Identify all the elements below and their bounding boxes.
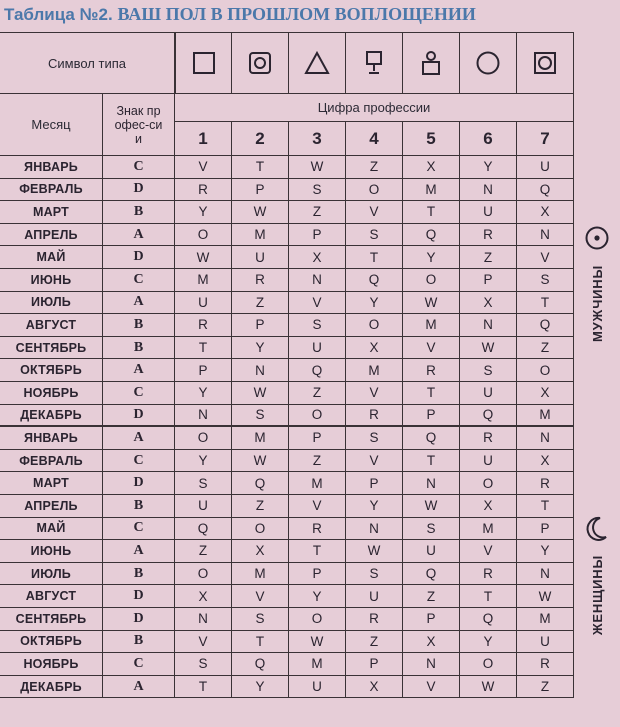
- value-cell: U: [517, 156, 574, 178]
- value-cell: T: [175, 676, 232, 698]
- value-cell: R: [346, 608, 403, 630]
- value-cell: Q: [232, 653, 289, 675]
- value-cell: S: [175, 472, 232, 494]
- value-cell: R: [175, 179, 232, 201]
- profession-sign-header: [103, 94, 175, 156]
- value-cell: Y: [232, 337, 289, 359]
- value-cell: S: [517, 269, 574, 291]
- month-cell: АПРЕЛЬ: [0, 495, 103, 517]
- table-row: [0, 518, 574, 541]
- profession-digit-7: 7: [517, 122, 574, 156]
- value-cell: Z: [289, 450, 346, 472]
- table-row: [0, 472, 574, 495]
- value-cell: U: [517, 631, 574, 653]
- table-row: [0, 156, 574, 179]
- month-cell: АВГУСТ: [0, 585, 103, 607]
- month-cell: СЕНТЯБРЬ: [0, 608, 103, 630]
- table-row: [0, 608, 574, 631]
- profession-sign-cell: C: [103, 450, 175, 472]
- value-cell: X: [517, 382, 574, 404]
- value-cell: X: [403, 631, 460, 653]
- value-cell: M: [403, 179, 460, 201]
- value-cell: O: [175, 563, 232, 585]
- table-header: [0, 32, 574, 156]
- value-cell: W: [517, 585, 574, 607]
- month-cell: ЯНВАРЬ: [0, 156, 103, 178]
- value-cell: P: [289, 224, 346, 246]
- value-cell: O: [346, 314, 403, 336]
- value-cell: T: [403, 450, 460, 472]
- value-cell: X: [346, 676, 403, 698]
- value-cell: W: [460, 337, 517, 359]
- value-cell: Y: [232, 676, 289, 698]
- value-cell: T: [346, 246, 403, 268]
- men-label: МУЖЧИНЫ: [589, 265, 605, 343]
- profession-sign-cell: A: [103, 676, 175, 698]
- value-cell: V: [403, 676, 460, 698]
- table-row: [0, 653, 574, 676]
- value-cell: T: [403, 201, 460, 223]
- sun-icon: [584, 225, 610, 251]
- value-cell: Z: [460, 246, 517, 268]
- value-cell: S: [232, 405, 289, 426]
- profession-sign-cell: C: [103, 382, 175, 404]
- type-symbol-square-on-stem-icon: [346, 32, 403, 94]
- value-cell: S: [460, 359, 517, 381]
- symbol-type-header: [0, 32, 175, 94]
- value-cell: S: [403, 518, 460, 540]
- value-cell: T: [175, 337, 232, 359]
- table-row: [0, 179, 574, 202]
- value-cell: P: [289, 563, 346, 585]
- value-cell: P: [289, 427, 346, 449]
- value-cell: W: [403, 292, 460, 314]
- month-cell: ФЕВРАЛЬ: [0, 179, 103, 201]
- value-cell: R: [460, 563, 517, 585]
- table-row: [0, 269, 574, 292]
- value-cell: R: [460, 427, 517, 449]
- value-cell: P: [175, 359, 232, 381]
- value-cell: O: [175, 224, 232, 246]
- table-row: [0, 563, 574, 586]
- value-cell: Y: [403, 246, 460, 268]
- value-cell: P: [346, 472, 403, 494]
- profession-sign-cell: B: [103, 201, 175, 223]
- value-cell: T: [460, 585, 517, 607]
- value-cell: W: [232, 382, 289, 404]
- value-cell: V: [517, 246, 574, 268]
- value-cell: V: [175, 631, 232, 653]
- value-cell: Q: [403, 563, 460, 585]
- value-cell: Q: [403, 224, 460, 246]
- month-cell: АПРЕЛЬ: [0, 224, 103, 246]
- value-cell: T: [403, 382, 460, 404]
- value-cell: Z: [346, 631, 403, 653]
- value-cell: U: [460, 201, 517, 223]
- value-cell: N: [517, 427, 574, 449]
- profession-digit-5: 5: [403, 122, 460, 156]
- value-cell: M: [517, 405, 574, 426]
- value-cell: W: [460, 676, 517, 698]
- profession-digit-2: 2: [232, 122, 289, 156]
- value-cell: Y: [346, 292, 403, 314]
- profession-sign-cell: D: [103, 179, 175, 201]
- value-cell: Y: [175, 382, 232, 404]
- month-cell: ИЮЛЬ: [0, 292, 103, 314]
- symbol-type-label: Символ типа: [48, 55, 126, 71]
- value-cell: M: [517, 608, 574, 630]
- value-cell: O: [232, 518, 289, 540]
- value-cell: U: [175, 292, 232, 314]
- value-cell: Z: [175, 540, 232, 562]
- value-cell: V: [460, 540, 517, 562]
- value-cell: U: [460, 382, 517, 404]
- value-cell: Q: [517, 314, 574, 336]
- profession-sign-cell: C: [103, 156, 175, 178]
- table-row: [0, 201, 574, 224]
- month-cell: АВГУСТ: [0, 314, 103, 336]
- month-cell: ИЮНЬ: [0, 540, 103, 562]
- profession-sign-cell: A: [103, 540, 175, 562]
- table-row: [0, 405, 574, 428]
- value-cell: M: [460, 518, 517, 540]
- month-label: Месяц: [31, 117, 71, 132]
- value-cell: X: [517, 201, 574, 223]
- value-cell: X: [460, 292, 517, 314]
- value-cell: O: [403, 269, 460, 291]
- value-cell: Z: [289, 382, 346, 404]
- value-cell: O: [346, 179, 403, 201]
- profession-sign-cell: B: [103, 314, 175, 336]
- table-row: [0, 246, 574, 269]
- value-cell: O: [460, 653, 517, 675]
- value-cell: N: [403, 472, 460, 494]
- value-cell: O: [175, 427, 232, 449]
- value-cell: T: [232, 631, 289, 653]
- value-cell: Z: [232, 495, 289, 517]
- profession-digit-1: 1: [175, 122, 232, 156]
- value-cell: N: [517, 224, 574, 246]
- profession-sign-cell: C: [103, 653, 175, 675]
- value-cell: V: [175, 156, 232, 178]
- value-cell: Q: [289, 359, 346, 381]
- type-symbol-square-with-circle-icon: [232, 32, 289, 94]
- value-cell: M: [175, 269, 232, 291]
- value-cell: Z: [232, 292, 289, 314]
- value-cell: R: [346, 405, 403, 426]
- value-cell: Q: [175, 518, 232, 540]
- title-main: ВАШ ПОЛ В ПРОШЛОМ ВОПЛОЩЕНИИ: [117, 4, 476, 24]
- value-cell: Y: [460, 631, 517, 653]
- type-symbol-square-icon: [175, 32, 232, 94]
- month-cell: ОКТЯБРЬ: [0, 631, 103, 653]
- value-cell: S: [232, 608, 289, 630]
- value-cell: R: [403, 359, 460, 381]
- month-cell: ДЕКАБРЬ: [0, 676, 103, 698]
- value-cell: U: [289, 676, 346, 698]
- value-cell: N: [289, 269, 346, 291]
- value-cell: Q: [460, 405, 517, 426]
- value-cell: W: [232, 450, 289, 472]
- table-row: [0, 359, 574, 382]
- value-cell: M: [289, 472, 346, 494]
- value-cell: Y: [460, 156, 517, 178]
- value-cell: T: [232, 156, 289, 178]
- value-cell: N: [460, 314, 517, 336]
- value-cell: X: [289, 246, 346, 268]
- table-row: [0, 382, 574, 405]
- value-cell: R: [232, 269, 289, 291]
- value-cell: Z: [517, 337, 574, 359]
- value-cell: T: [289, 540, 346, 562]
- value-cell: M: [232, 563, 289, 585]
- value-cell: P: [232, 179, 289, 201]
- profession-sign-label: Знак профес-сии: [114, 103, 163, 146]
- table-row: [0, 450, 574, 473]
- value-cell: S: [346, 224, 403, 246]
- profession-digit-3: 3: [289, 122, 346, 156]
- value-cell: P: [460, 269, 517, 291]
- value-cell: M: [289, 653, 346, 675]
- title-prefix: Таблица №2.: [4, 5, 113, 24]
- value-cell: X: [403, 156, 460, 178]
- profession-digit-4: 4: [346, 122, 403, 156]
- month-cell: МАРТ: [0, 201, 103, 223]
- value-cell: R: [517, 472, 574, 494]
- month-cell: ФЕВРАЛЬ: [0, 450, 103, 472]
- value-cell: R: [517, 653, 574, 675]
- value-cell: M: [346, 359, 403, 381]
- profession-sign-cell: D: [103, 405, 175, 426]
- value-cell: N: [460, 179, 517, 201]
- value-cell: P: [232, 314, 289, 336]
- value-cell: Z: [403, 585, 460, 607]
- table-row: [0, 676, 574, 699]
- value-cell: S: [289, 179, 346, 201]
- month-cell: МАРТ: [0, 472, 103, 494]
- profession-sign-cell: A: [103, 292, 175, 314]
- value-cell: X: [175, 585, 232, 607]
- value-cell: P: [346, 653, 403, 675]
- value-cell: P: [403, 608, 460, 630]
- table-row: [0, 337, 574, 360]
- month-cell: МАЙ: [0, 246, 103, 268]
- profession-sign-cell: C: [103, 269, 175, 291]
- profession-sign-cell: D: [103, 608, 175, 630]
- value-cell: N: [175, 608, 232, 630]
- value-cell: V: [289, 292, 346, 314]
- table-row: [0, 540, 574, 563]
- value-cell: V: [232, 585, 289, 607]
- value-cell: Z: [346, 156, 403, 178]
- table-row: [0, 585, 574, 608]
- value-cell: W: [289, 631, 346, 653]
- value-cell: S: [346, 563, 403, 585]
- value-cell: X: [232, 540, 289, 562]
- page-title: [4, 2, 476, 26]
- value-cell: P: [517, 518, 574, 540]
- value-cell: T: [517, 495, 574, 517]
- value-cell: S: [289, 314, 346, 336]
- value-cell: U: [289, 337, 346, 359]
- value-cell: O: [460, 472, 517, 494]
- value-cell: S: [346, 427, 403, 449]
- men-side: [574, 225, 620, 425]
- profession-sign-cell: A: [103, 427, 175, 449]
- value-cell: U: [175, 495, 232, 517]
- value-cell: M: [232, 224, 289, 246]
- value-cell: M: [403, 314, 460, 336]
- profession-sign-cell: A: [103, 224, 175, 246]
- value-cell: U: [346, 585, 403, 607]
- value-cell: Y: [517, 540, 574, 562]
- value-cell: X: [517, 450, 574, 472]
- profession-digit-label: Цифра профессии: [317, 100, 431, 115]
- value-cell: O: [289, 405, 346, 426]
- month-header: [0, 94, 103, 156]
- value-cell: N: [232, 359, 289, 381]
- value-cell: N: [346, 518, 403, 540]
- moon-icon: [584, 515, 610, 543]
- value-cell: S: [175, 653, 232, 675]
- profession-digit-header: [175, 94, 574, 122]
- profession-sign-cell: B: [103, 495, 175, 517]
- value-cell: Z: [289, 201, 346, 223]
- value-cell: V: [289, 495, 346, 517]
- month-cell: ДЕКАБРЬ: [0, 405, 103, 426]
- value-cell: X: [460, 495, 517, 517]
- type-symbol-square-circle-nested-icon: [517, 32, 574, 94]
- value-cell: V: [403, 337, 460, 359]
- month-cell: ИЮЛЬ: [0, 563, 103, 585]
- value-cell: V: [346, 382, 403, 404]
- value-cell: P: [403, 405, 460, 426]
- table-row: [0, 631, 574, 654]
- profession-sign-cell: B: [103, 563, 175, 585]
- table-row: [0, 495, 574, 518]
- value-cell: M: [232, 427, 289, 449]
- value-cell: T: [517, 292, 574, 314]
- value-cell: N: [175, 405, 232, 426]
- value-cell: Q: [460, 608, 517, 630]
- month-cell: НОЯБРЬ: [0, 382, 103, 404]
- profession-sign-cell: C: [103, 518, 175, 540]
- month-cell: НОЯБРЬ: [0, 653, 103, 675]
- profession-sign-cell: D: [103, 585, 175, 607]
- value-cell: W: [175, 246, 232, 268]
- value-cell: Q: [403, 427, 460, 449]
- month-cell: ЯНВАРЬ: [0, 427, 103, 449]
- month-cell: ОКТЯБРЬ: [0, 359, 103, 381]
- value-cell: W: [232, 201, 289, 223]
- value-cell: V: [346, 450, 403, 472]
- table-row: [0, 292, 574, 315]
- women-label: ЖЕНЩИНЫ: [589, 555, 605, 636]
- value-cell: R: [460, 224, 517, 246]
- value-cell: X: [346, 337, 403, 359]
- value-cell: U: [403, 540, 460, 562]
- month-cell: СЕНТЯБРЬ: [0, 337, 103, 359]
- value-cell: V: [346, 201, 403, 223]
- value-cell: N: [517, 563, 574, 585]
- value-cell: W: [289, 156, 346, 178]
- value-cell: W: [346, 540, 403, 562]
- profession-sign-cell: D: [103, 246, 175, 268]
- table-row: [0, 314, 574, 337]
- table-row: [0, 427, 574, 450]
- value-cell: O: [289, 608, 346, 630]
- value-cell: Z: [517, 676, 574, 698]
- table-row: [0, 224, 574, 247]
- type-symbol-circle-on-square-icon: [403, 32, 460, 94]
- value-cell: Y: [175, 450, 232, 472]
- value-cell: U: [232, 246, 289, 268]
- value-cell: Y: [289, 585, 346, 607]
- value-cell: W: [403, 495, 460, 517]
- profession-sign-cell: B: [103, 337, 175, 359]
- value-cell: Q: [346, 269, 403, 291]
- value-cell: U: [460, 450, 517, 472]
- type-symbol-circle-icon: [460, 32, 517, 94]
- value-cell: Q: [232, 472, 289, 494]
- value-cell: O: [517, 359, 574, 381]
- profession-sign-cell: A: [103, 359, 175, 381]
- profession-digit-6: 6: [460, 122, 517, 156]
- value-cell: R: [289, 518, 346, 540]
- value-cell: Q: [517, 179, 574, 201]
- women-side: [574, 515, 620, 715]
- type-symbol-triangle-icon: [289, 32, 346, 94]
- month-cell: ИЮНЬ: [0, 269, 103, 291]
- profession-sign-cell: B: [103, 631, 175, 653]
- value-cell: R: [175, 314, 232, 336]
- month-cell: МАЙ: [0, 518, 103, 540]
- profession-sign-cell: D: [103, 472, 175, 494]
- value-cell: Y: [175, 201, 232, 223]
- value-cell: N: [403, 653, 460, 675]
- value-cell: Y: [346, 495, 403, 517]
